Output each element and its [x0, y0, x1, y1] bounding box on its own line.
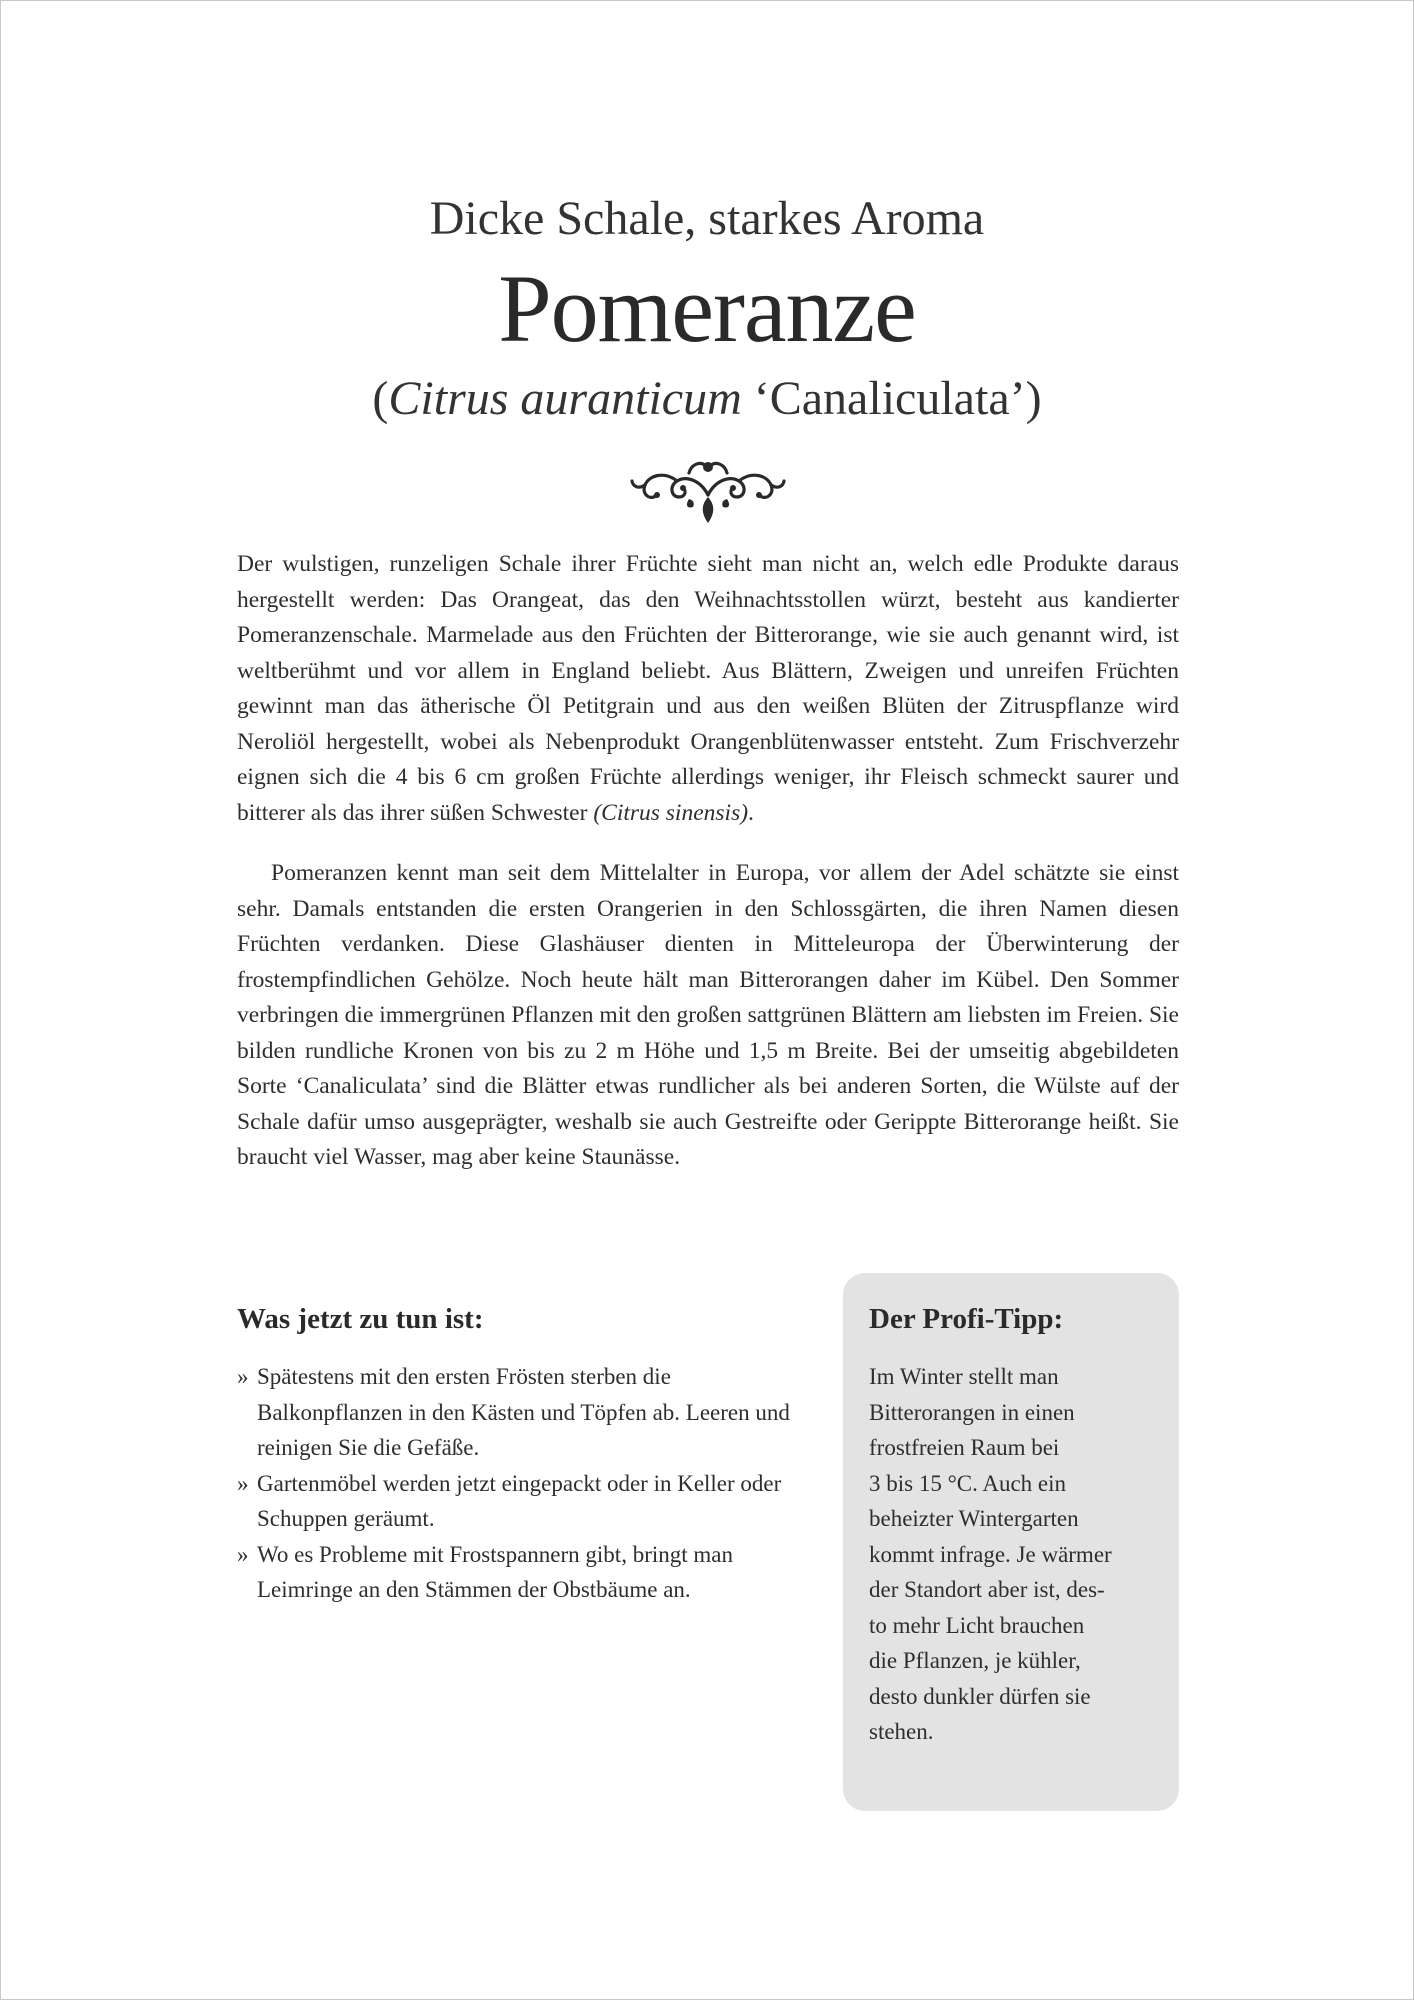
todo-item-text: Wo es Probleme mit Frostspannern gibt, bringt man Leimringe an den Stämmen der Obstbäume an. — [257, 1541, 733, 1602]
tip-line: beheizter Wintergarten — [869, 1506, 1079, 1531]
species-name — [1, 369, 1413, 429]
bullet-icon: » — [237, 1364, 249, 1389]
flourish-ornament-icon — [629, 451, 787, 527]
todo-item-text: Gartenmöbel werden jetzt eingepackt oder in Keller oder Schuppen geräumt. — [257, 1470, 782, 1531]
list-item — [237, 1537, 797, 1608]
bullet-icon: » — [237, 1541, 249, 1567]
todo-heading: Was jetzt zu tun ist: — [237, 1303, 484, 1335]
species-open-paren: ( — [372, 372, 389, 425]
article-body — [237, 547, 1179, 1176]
page-header — [1, 189, 1413, 429]
paragraph-1-italic: (Citrus sinensis) — [593, 799, 749, 826]
species-latin-name: Citrus auranticum — [388, 372, 742, 425]
tip-line: stehen. — [869, 1719, 934, 1744]
tip-line: desto dunkler dürfen sie — [869, 1683, 1091, 1709]
paragraph-1-text: Der wulstigen, runzeligen Schale ihrer Früchte sieht man nicht an, welch edle Produkte daraus hergestellt werden: Das Orangeat, das den Weihnachtsstollen würzt, besteht aus kandierter Pomeranzenschale. Marmelade aus den Früchten der Bitterorange, wie sie auch genannt wird, ist weltberühmt und vor allem in England beliebt. Aus Blättern, Zweigen und unreifen Früchten gewinnt man das ätherische Öl Petitgrain und aus den weißen Blüten der Zitruspflanze wird Neroliöl hergestellt, wobei als Nebenprodukt Orangenblütenwasser entsteht. Zum Frischverzehr eignen sich die 4 bis 6 cm großen Früchte allerdings weniger, ihr Fleisch schmeckt saurer und bitterer als das ihrer süßen Schwester — [237, 551, 1179, 826]
tip-line: Bitterorangen in einen — [869, 1399, 1075, 1425]
tip-line: 3 bis 15 °C. Auch ein — [869, 1470, 1067, 1496]
paragraph-1 — [237, 547, 1179, 831]
tip-line: Im Winter stellt man — [869, 1364, 1059, 1389]
paragraph-2: Pomeranzen kennt man seit dem Mittelalter in Europa, vor allem der Adel schätzte sie einst sehr. Damals entstanden die ersten Orangerien in den Schlossgärten, die ihren Namen diesen Früchten verdanken. Diese Glashäuser dienten in Mitteleuropa der Überwinterung der frostempfindlichen Gehölze. Noch heute hält man Bitterorangen daher im Kübel. Den Sommer verbringen die immergrünen Pflanzen mit den großen sattgrünen Blättern am liebsten im Freien. Sie bilden rundliche Kronen von bis zu 2 m Höhe und 1,5 m Breite. Bei der umseitig abgebildeten Sorte ‘Canaliculata’ sind die Blätter etwas rundlicher als bei anderen Sorten, die Wülste auf der Schale dafür umso ausgeprägter, weshalb sie auch Gestreifte oder Gerippte Bitterorange heißt. Sie braucht viel Wasser, mag aber keine Staunässe. — [237, 860, 1179, 1170]
page-subtitle: Dicke Schale, starkes Aroma — [429, 192, 985, 245]
tip-line: der Standort aber ist, des- — [869, 1577, 1105, 1602]
species-cultivar: ‘Canaliculata’) — [741, 372, 1042, 425]
tip-line: to mehr Licht brauchen — [869, 1612, 1085, 1638]
todo-item-text: Spätestens mit den ersten Frösten sterben die Balkonpflanzen in den Kästen und Töpfen ab. Leeren und reinigen Sie die Gefäße. — [257, 1364, 790, 1460]
profi-tipp-box — [843, 1273, 1179, 1811]
tip-body — [869, 1359, 1153, 1750]
bullet-icon: » — [237, 1470, 249, 1496]
paragraph-1-end: . — [748, 799, 754, 826]
todo-section — [237, 1299, 797, 1608]
page-title: Pomeranze — [498, 255, 916, 362]
tip-line: die Pflanzen, je kühler, — [869, 1648, 1081, 1673]
todo-list — [237, 1359, 797, 1608]
list-item — [237, 1359, 797, 1466]
tip-heading: Der Profi-Tipp: — [869, 1303, 1064, 1335]
list-item — [237, 1466, 797, 1537]
tip-line: kommt infrage. Je wärmer — [869, 1541, 1112, 1567]
tip-line: frostfreien Raum bei — [869, 1435, 1060, 1460]
